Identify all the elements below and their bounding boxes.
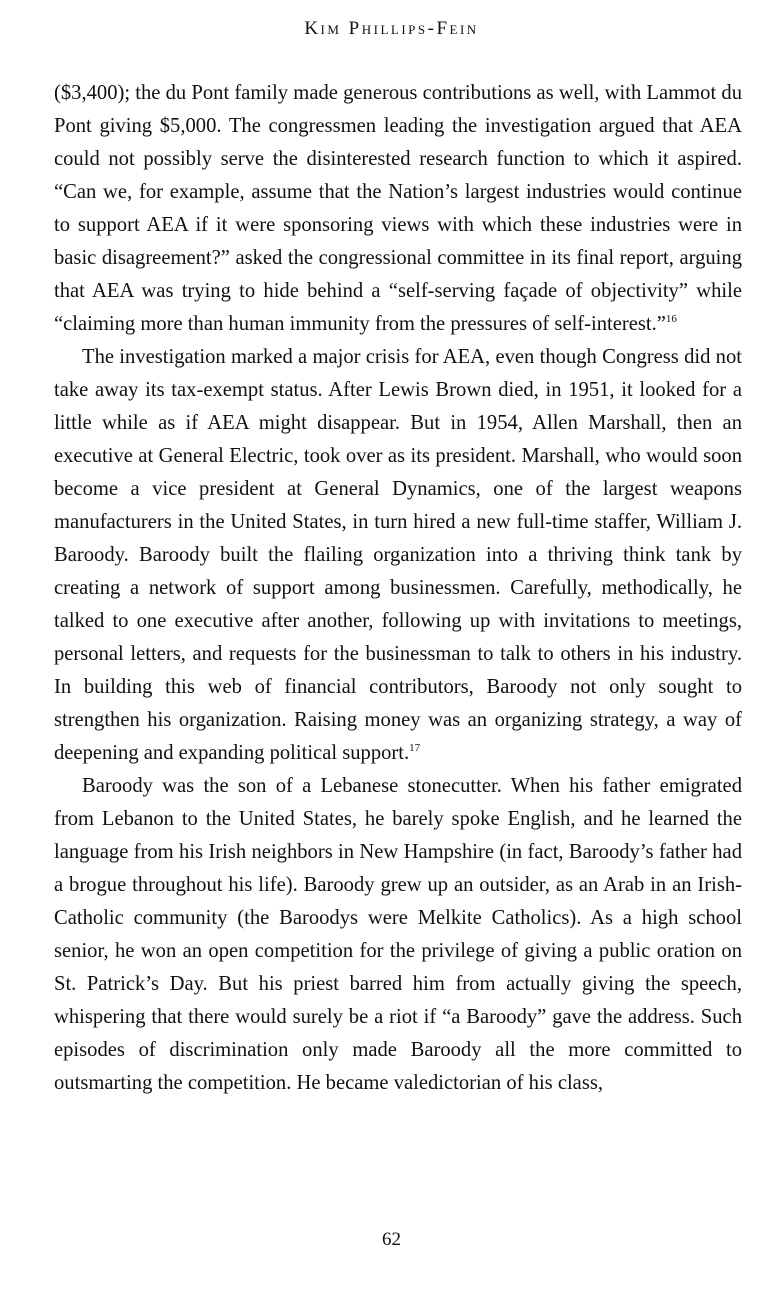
- paragraph-1-text: ($3,400); the du Pont family made generous contributions as well, with Lammot du Pont giving $5,000. The congressmen leading the investigation argued that AEA could not possibly serve the disinterested research function to which it aspired. “Can we, for example, assume that the Nation’s largest industries would continue to support AEA if it were sponsoring views with which these industries were in basic disagreement?” asked the congressional committee in its final report, arguing that AEA was trying to hide behind a “self-serving façade of objectivity” while “claiming more than human immunity from the pressures of self-interest.”: [54, 82, 742, 335]
- running-head: Kim Phillips-Fein: [304, 18, 479, 39]
- paragraph-1: [54, 77, 742, 341]
- paragraph-2: [54, 341, 742, 770]
- page-number: 62: [382, 1229, 401, 1250]
- body-text: [54, 77, 742, 1100]
- paragraph-3: [54, 770, 742, 1100]
- footnote-ref-16[interactable]: 16: [665, 313, 677, 326]
- paragraph-3-text: Baroody was the son of a Lebanese stonecutter. When his father emigrated from Lebanon to the United States, he barely spoke English, and he learned the language from his Irish neighbors in New Hampshire (in fact, Baroody’s father had a brogue throughout his life). Baroody grew up an outsider, as an Arab in an Irish-Catholic community (the Baroodys were Melkite Catholics). As a high school senior, he won an open competition for the privilege of giving a public oration on St. Patrick’s Day. But his priest barred him from actually giving the speech, whispering that there would surely be a riot if “a Baroody” gave the address. Such episodes of discrimination only made Baroody all the more committed to outsmarting the competition. He became valedictorian of his class,: [54, 775, 742, 1094]
- footnote-ref-17[interactable]: 17: [409, 742, 421, 755]
- paragraph-2-text: The investigation marked a major crisis for AEA, even though Congress did not take away its tax-exempt status. After Lewis Brown died, in 1951, it looked for a little while as if AEA might disappear. But in 1954, Allen Marshall, then an executive at General Electric, took over as its president. Marshall, who would soon become a vice president at General Dynamics, one of the largest weapons manufacturers in the United States, in turn hired a new full-time staffer, William J. Baroody. Baroody built the flailing organization into a thriving think tank by creating a network of support among businessmen. Carefully, methodically, he talked to one executive after another, following up with invitations to meetings, personal letters, and requests for the businessman to talk to others in his industry. In building this web of financial contributors, Baroody not only sought to strengthen his organization. Raising money was an organizing strategy, a way of deepening and expanding political support.: [54, 346, 742, 764]
